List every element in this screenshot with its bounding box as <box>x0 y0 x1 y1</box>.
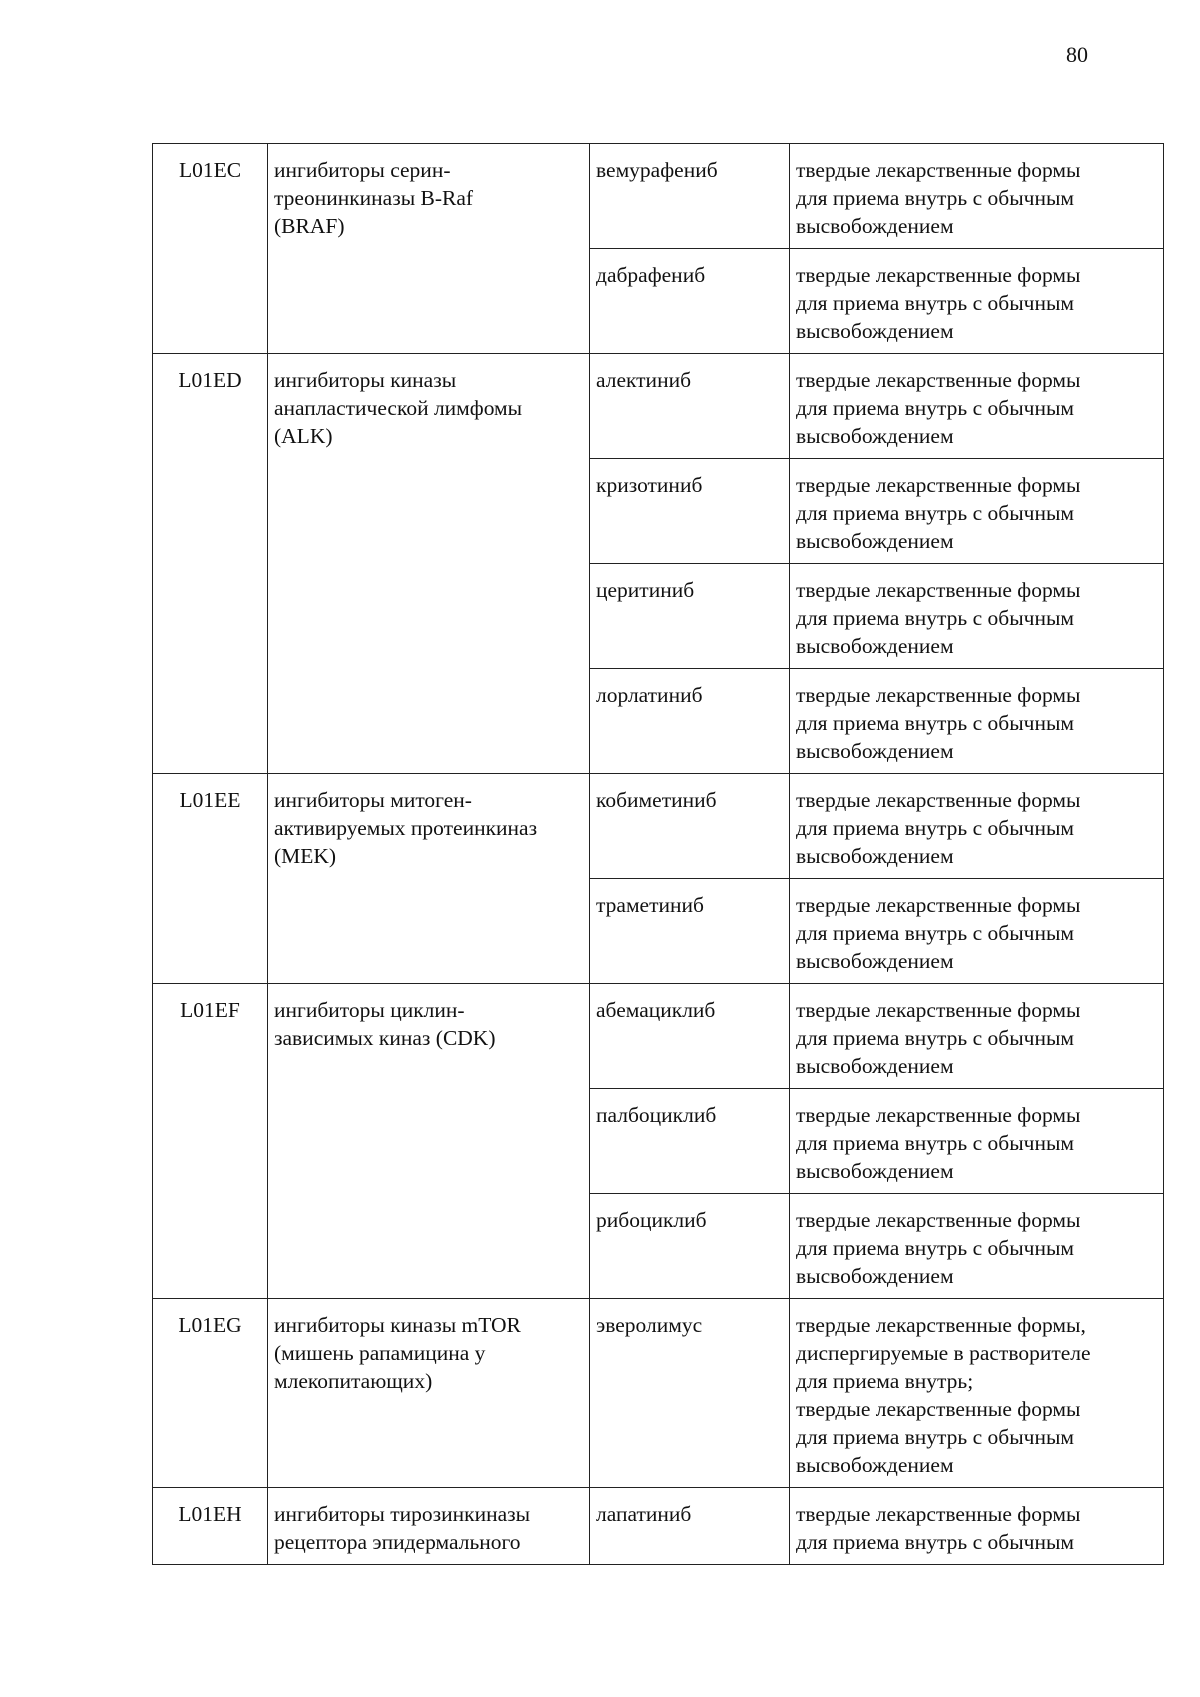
dosage-form-cell: твердые лекарственные формы для приема внутрь с обычным высвобождением <box>790 879 1164 984</box>
drug-name-cell: траметиниб <box>590 879 790 984</box>
group-name-cell: ингибиторы киназы анапластической лимфомы (ALK) <box>268 354 590 774</box>
page-number: 80 <box>1066 42 1088 67</box>
drug-name-cell: церитиниб <box>590 564 790 669</box>
group-name-cell: ингибиторы тирозинкиназы рецептора эпидермального <box>268 1488 590 1565</box>
dosage-form-cell: твердые лекарственные формы для приема внутрь с обычным высвобождением <box>790 354 1164 459</box>
table-row <box>153 1488 1164 1565</box>
drug-name-cell: алектиниб <box>590 354 790 459</box>
atc-code-cell: L01EH <box>153 1488 268 1565</box>
dosage-form-cell: твердые лекарственные формы для приема внутрь с обычным высвобождением <box>790 1194 1164 1299</box>
table-row <box>153 1299 1164 1488</box>
drug-name-cell: кобиметиниб <box>590 774 790 879</box>
drug-table <box>152 143 1164 1565</box>
dosage-form-cell: твердые лекарственные формы для приема внутрь с обычным <box>790 1488 1164 1565</box>
table-row <box>153 354 1164 459</box>
group-name-cell: ингибиторы киназы mTOR (мишень рапамицина у млекопитающих) <box>268 1299 590 1488</box>
dosage-form-cell: твердые лекарственные формы для приема внутрь с обычным высвобождением <box>790 1089 1164 1194</box>
drug-name-cell: лорлатиниб <box>590 669 790 774</box>
dosage-form-cell: твердые лекарственные формы для приема внутрь с обычным высвобождением <box>790 144 1164 249</box>
drug-name-cell: абемациклиб <box>590 984 790 1089</box>
dosage-form-cell: твердые лекарственные формы для приема внутрь с обычным высвобождением <box>790 984 1164 1089</box>
drug-name-cell: вемурафениб <box>590 144 790 249</box>
drug-name-cell: лапатиниб <box>590 1488 790 1565</box>
dosage-form-cell: твердые лекарственные формы для приема внутрь с обычным высвобождением <box>790 249 1164 354</box>
group-name-cell: ингибиторы серин- треонинкиназы B-Raf (BRAF) <box>268 144 590 354</box>
dosage-form-cell: твердые лекарственные формы для приема внутрь с обычным высвобождением <box>790 669 1164 774</box>
atc-code-cell: L01EE <box>153 774 268 984</box>
drug-name-cell: дабрафениб <box>590 249 790 354</box>
dosage-form-cell: твердые лекарственные формы для приема внутрь с обычным высвобождением <box>790 564 1164 669</box>
drug-name-cell: эверолимус <box>590 1299 790 1488</box>
dosage-form-cell: твердые лекарственные формы для приема внутрь с обычным высвобождением <box>790 459 1164 564</box>
atc-code-cell: L01EG <box>153 1299 268 1488</box>
atc-code-cell: L01EF <box>153 984 268 1299</box>
atc-code-cell: L01ED <box>153 354 268 774</box>
group-name-cell: ингибиторы циклин- зависимых киназ (CDK) <box>268 984 590 1299</box>
table-row <box>153 774 1164 879</box>
dosage-form-cell: твердые лекарственные формы для приема внутрь с обычным высвобождением <box>790 774 1164 879</box>
drug-name-cell: палбоциклиб <box>590 1089 790 1194</box>
atc-code-cell: L01EC <box>153 144 268 354</box>
group-name-cell: ингибиторы митоген- активируемых протеинкиназ (MEK) <box>268 774 590 984</box>
drug-name-cell: рибоциклиб <box>590 1194 790 1299</box>
table-row <box>153 144 1164 249</box>
dosage-form-cell: твердые лекарственные формы, диспергируемые в растворителе для приема внутрь; твердые лекарственные формы для приема внутрь с обычным высвобождением <box>790 1299 1164 1488</box>
drug-name-cell: кризотиниб <box>590 459 790 564</box>
table-row <box>153 984 1164 1089</box>
table-body <box>153 144 1164 1565</box>
